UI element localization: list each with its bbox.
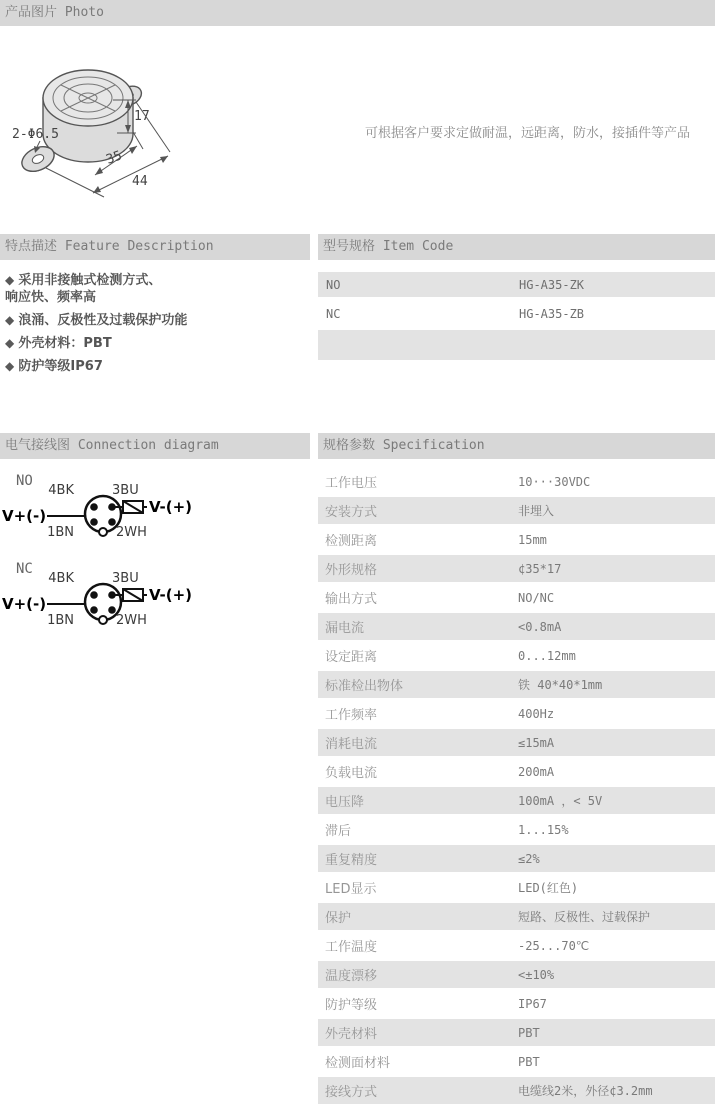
spec-label: 工作频率 [325,708,378,723]
diamond-bullet-icon: ◆ [5,336,19,350]
item-code-row [318,272,715,297]
svg-text:2-Φ6.5: 2-Φ6.5 [12,127,59,142]
spec-label: 检测距离 [325,534,378,549]
specification-table [318,468,715,1106]
feature-item [5,335,305,352]
spec-row [318,1019,715,1046]
spec-row [318,1048,715,1075]
spec-value: 短路、反极性、过载保护 [518,910,651,924]
section-header-features: 特点描述 Feature Description [0,234,310,260]
spec-row [318,526,715,553]
spec-value: 非埋入 [518,504,555,518]
spec-label: 外壳材料 [325,1027,378,1042]
diamond-bullet-icon: ◆ [5,273,19,287]
spec-value: ¢35*17 [518,561,562,576]
item-code-row [318,330,715,360]
feature-item [5,312,305,329]
terminal-v-plus: V+(-) [2,507,47,525]
spec-label: 电压降 [325,795,365,810]
item-code-row [318,301,715,326]
item-code: HG-A35-ZK [519,277,585,292]
spec-row [318,729,715,756]
diamond-bullet-icon: ◆ [5,359,19,373]
spec-label: 消耗电流 [325,737,378,752]
spec-label: 检测面材料 [325,1056,391,1071]
spec-label: 温度漂移 [325,969,378,984]
diagram-label: NC [16,561,33,577]
spec-value: NO/NC [518,590,555,605]
spec-label: LED显示 [325,882,377,897]
pin-label-2wh: 2WH [116,525,147,540]
pin-4 [90,591,98,599]
product-drawing [12,62,227,207]
feature-text: 浪涌、反极性及过载保护功能 [18,313,188,328]
pin-label-3bu: 3BU [112,483,139,498]
spec-value: ≤15mA [518,735,555,750]
spec-label: 漏电流 [325,621,365,636]
diagram-label: NO [16,473,33,489]
spec-label: 工作电压 [325,476,378,491]
spec-row [318,584,715,611]
spec-value: PBT [518,1054,540,1069]
pin-1 [90,606,98,614]
spec-value: IP67 [518,996,547,1011]
terminal-v-plus: V+(-) [2,595,47,613]
spec-value: LED(红色) [518,881,579,895]
spec-label: 接线方式 [325,1085,378,1100]
spec-value: 200mA [518,764,555,779]
pin-label-4bk: 4BK [48,483,74,498]
spec-label: 保护 [325,911,352,926]
spec-label: 安装方式 [325,505,378,520]
spec-row [318,758,715,785]
spec-row [318,671,715,698]
section-header-connection: 电气接线图 Connection diagram [0,433,310,459]
connector-keyway-notch [99,528,107,536]
pin-1 [90,518,98,526]
feature-list [5,272,305,381]
feature-text: 外壳材料：PBT [18,336,112,351]
spec-row [318,903,715,930]
svg-text:35: 35 [104,148,125,168]
spec-value: 铁 40*40*1mm [518,678,603,692]
spec-row [318,642,715,669]
spec-row [318,1077,715,1104]
spec-row [318,787,715,814]
spec-label: 设定距离 [325,650,378,665]
spec-value: 400Hz [518,706,555,721]
section-header-itemcode: 型号规格 Item Code [318,234,715,260]
spec-value: <0.8mA [518,619,562,634]
spec-value: 0...12mm [518,648,576,663]
pin-4 [90,503,98,511]
svg-text:44: 44 [132,174,148,189]
spec-value: 15mm [518,532,547,547]
spec-value: <±10% [518,967,555,982]
spec-value: 10···30VDC [518,474,591,489]
spec-label: 重复精度 [325,853,378,868]
feature-item [5,289,305,306]
feature-text: 采用非接触式检测方式、 [18,273,162,288]
pin-label-1bn: 1BN [47,613,74,628]
spec-row [318,497,715,524]
spec-label: 防护等级 [325,998,378,1013]
feature-text: 防护等级IP67 [18,359,103,374]
pin-2 [108,606,116,614]
pin-label-3bu: 3BU [112,571,139,586]
spec-row [318,555,715,582]
feature-item [5,272,305,289]
pin-label-1bn: 1BN [47,525,74,540]
spec-row [318,845,715,872]
spec-label: 工作温度 [325,940,378,955]
spec-row [318,468,715,495]
connection-diagram [0,556,300,640]
spec-row [318,990,715,1017]
item-code-table [318,272,715,364]
spec-value: 电缆线2米，外径¢3.2mm [518,1084,653,1098]
dimension-44 [93,156,168,193]
item-code: HG-A35-ZB [519,306,585,321]
spec-row [318,816,715,843]
spec-label: 输出方式 [325,592,378,607]
spec-row [318,961,715,988]
spec-label: 外形规格 [325,563,378,578]
spec-label: 标准检出物体 [325,679,404,694]
spec-value: -25...70℃ [518,938,590,953]
connection-diagram [0,468,300,552]
svg-text:17: 17 [134,109,150,124]
item-type: NO [326,277,341,292]
spec-value: PBT [518,1025,540,1040]
diamond-bullet-icon: ◆ [5,313,19,327]
feature-text: 响应快、频率高 [5,290,97,305]
pin-label-4bk: 4BK [48,571,74,586]
terminal-v-minus: V-(+) [149,498,193,516]
spec-label: 滞后 [325,824,352,839]
section-header-photo: 产品图片 Photo [0,0,715,26]
spec-value: 100mA ，< 5V [518,794,603,808]
pin-2 [108,518,116,526]
spec-row [318,613,715,640]
section-header-spec: 规格参数 Specification [318,433,715,459]
spec-row [318,932,715,959]
item-type: NC [326,306,341,321]
feature-item [5,358,305,375]
custom-options-note: 可根据客户要求定做耐温，远距离，防水，接插件等产品 [365,126,691,141]
spec-value: 1...15% [518,822,569,837]
spec-row [318,700,715,727]
spec-value: ≤2% [518,851,540,866]
spec-label: 负载电流 [325,766,378,781]
spec-row [318,874,715,901]
pin-label-2wh: 2WH [116,613,147,628]
terminal-v-minus: V-(+) [149,586,193,604]
connector-keyway-notch [99,616,107,624]
